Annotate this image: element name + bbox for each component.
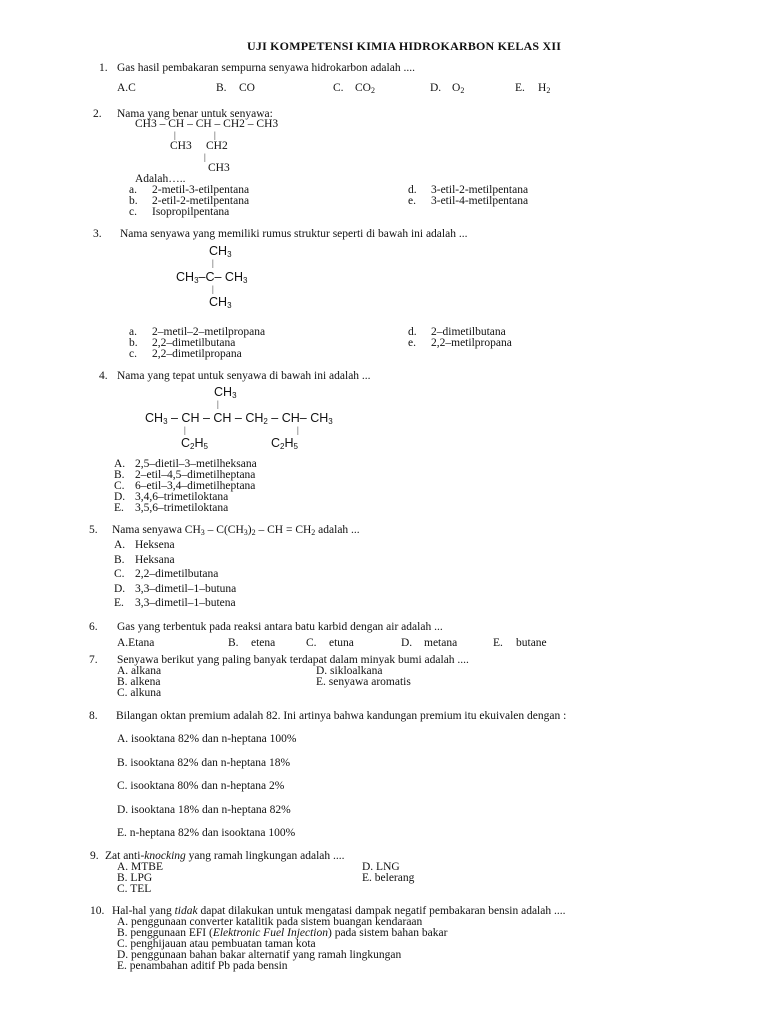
option-e: E. n-heptana 82% dan isooktana 100%	[117, 827, 296, 839]
formula-substituent: $CH_3$	[214, 385, 237, 400]
option-c: 2,2–dimetilpropana	[152, 348, 242, 360]
question-text: Gas hasil pembakaran sempurna senyawa hidrokarbon adalah ....	[117, 62, 415, 74]
option-a-letter: A.	[114, 539, 126, 551]
question-number: 8.	[89, 710, 98, 722]
option-e-letter: E.	[114, 502, 124, 514]
question-text: Senyawa berikut yang paling banyak terdapat dalam minyak bumi adalah ....	[117, 654, 469, 666]
option-d-letter: d.	[408, 184, 417, 196]
formula-bond: |	[212, 258, 214, 268]
option-b: 2,2–dimetilbutana	[152, 337, 236, 349]
option-c-letter: C.	[114, 480, 125, 492]
option-d-letter: D.	[114, 491, 126, 503]
question-number: 2.	[93, 108, 102, 120]
option-a: 2–metil–2–metilpropana	[152, 326, 266, 338]
question-number: 10.	[90, 905, 105, 917]
option-e: $H_2$	[538, 82, 551, 95]
option-d: 3,3–dimetil–1–butuna	[135, 583, 237, 595]
option-e: E. penambahan aditif Pb pada bensin	[117, 960, 288, 972]
option-c-letter: c.	[129, 206, 137, 218]
option-b-letter: b.	[129, 195, 138, 207]
question-text: Nama senyawa $CH_3 - C(CH_3)_2$ – CH = $CH_2$ adalah ...	[112, 524, 360, 537]
option-c: 6–etil–3,4–dimetilheptana	[135, 480, 256, 492]
option-b: etena	[251, 637, 276, 649]
option-c: Isopropilpentana	[152, 206, 230, 218]
formula-substituent: CH2	[206, 140, 228, 152]
question-number: 3.	[93, 228, 102, 240]
option-a-letter: A.	[114, 458, 126, 470]
option-e: E. senyawa aromatis	[316, 676, 411, 688]
option-d-letter: D.	[430, 82, 442, 94]
question-text-tail: Adalah…..	[135, 173, 186, 185]
option-d: D. sikloalkana	[316, 665, 383, 677]
option-a: A.Etana	[117, 637, 155, 649]
option-b: Heksana	[135, 554, 175, 566]
option-d: D. isooktana 18% dan n-heptana 82%	[117, 804, 291, 816]
option-c: C. penghijauan atau pembuatan taman kota	[117, 938, 316, 950]
formula-bond: |	[174, 130, 176, 140]
question-text: Zat anti-knocking yang ramah lingkungan adalah ....	[105, 850, 345, 862]
formula-bond: |	[217, 399, 219, 409]
option-a-letter: a.	[129, 184, 137, 196]
option-d: $O_2$	[452, 82, 465, 95]
option-b: B. LPG	[117, 872, 153, 884]
question-text: Nama yang benar untuk senyawa:	[117, 108, 273, 120]
option-c: $CO_2$	[355, 82, 375, 95]
question-text: Gas yang terbentuk pada reaksi antara batu karbid dengan air adalah ...	[117, 621, 443, 633]
option-e: 3-etil-4-metilpentana	[431, 195, 529, 207]
option-d: 3-etil-2-metilpentana	[431, 184, 529, 196]
option-d-letter: D.	[114, 583, 126, 595]
question-text: Bilangan oktan premium adalah 82. Ini artinya bahwa kandungan premium itu ekuivalen dengan :	[116, 710, 567, 722]
question-number: 1.	[99, 62, 108, 74]
option-b: 2-etil-2-metilpentana	[152, 195, 250, 207]
option-b: CO	[239, 82, 255, 94]
option-a: 2,5–dietil–3–metilheksana	[135, 458, 257, 470]
formula-main-chain: CH3 – CH – CH – CH2 – CH3	[135, 118, 279, 130]
option-d: metana	[424, 637, 458, 649]
formula-substituent: $C_2H_5$	[271, 436, 298, 451]
question-number: 6.	[89, 621, 98, 633]
option-e: 3,5,6–trimetiloktana	[135, 502, 229, 514]
option-e-letter: e.	[408, 195, 416, 207]
option-d: 3,4,6–trimetiloktana	[135, 491, 229, 503]
option-c-letter: C.	[306, 637, 317, 649]
option-d-letter: D.	[401, 637, 413, 649]
option-d: D. LNG	[362, 861, 400, 873]
option-b-letter: B.	[228, 637, 239, 649]
question-number: 7.	[89, 654, 98, 666]
option-c-letter: C.	[114, 568, 125, 580]
formula-substituent: $CH_3$	[209, 244, 232, 259]
option-e-letter: e.	[408, 337, 416, 349]
question-number: 4.	[99, 370, 108, 382]
formula-bond: |	[297, 425, 299, 435]
option-d-letter: d.	[408, 326, 417, 338]
formula-bond: |	[212, 284, 214, 294]
option-c-letter: c.	[129, 348, 137, 360]
option-c: C. isooktana 80% dan n-heptana 2%	[117, 780, 285, 792]
formula-bond: |	[184, 425, 186, 435]
formula-bond: |	[214, 130, 216, 140]
option-c: etuna	[329, 637, 354, 649]
option-b: B. isooktana 82% dan n-heptana 18%	[117, 757, 291, 769]
question-text: Nama senyawa yang memiliki rumus struktur seperti di bawah ini adalah ...	[120, 228, 468, 240]
option-b: 2–etil–4,5–dimetilheptana	[135, 469, 256, 481]
formula-bond: |	[204, 152, 206, 162]
formula-substituent: $C_2H_5$	[181, 436, 208, 451]
page-title: UJI KOMPETENSI KIMIA HIDROKARBON KELAS XII	[247, 39, 562, 53]
option-c: C. alkuna	[117, 687, 162, 699]
option-c-letter: C.	[333, 82, 344, 94]
option-a: Heksena	[135, 539, 175, 551]
option-e-letter: E.	[114, 597, 124, 609]
option-a: A.C	[117, 82, 136, 94]
formula-substituent: $CH_3$	[209, 295, 232, 310]
option-d: 2–dimetilbutana	[431, 326, 506, 338]
question-text: Nama yang tepat untuk senyawa di bawah ini adalah ...	[117, 370, 371, 382]
option-b: B. alkena	[117, 676, 161, 688]
option-e: 3,3–dimetil–1–butena	[135, 597, 236, 609]
option-c: C. TEL	[117, 883, 152, 895]
formula-main-chain: $CH_3$ – CH – CH – $CH_2 - CH-$ $CH_3$	[145, 411, 333, 426]
option-e-letter: E.	[493, 637, 503, 649]
option-a: A. isooktana 82% dan n-heptana 100%	[117, 733, 297, 745]
option-e: E. belerang	[362, 872, 415, 884]
option-d: D. penggunaan bahan bakar alternatif yang ramah lingkungan	[117, 949, 402, 961]
option-e: 2,2–metilpropana	[431, 337, 512, 349]
option-c: 2,2–dimetilbutana	[135, 568, 219, 580]
option-b-letter: B.	[114, 554, 125, 566]
option-e-letter: E.	[515, 82, 525, 94]
option-a: 2-metil-3-etilpentana	[152, 184, 250, 196]
question-number: 5.	[89, 524, 98, 536]
option-a: A. MTBE	[117, 861, 163, 873]
formula-main-chain: $CH_3-C-$ $CH_3$	[176, 270, 248, 285]
option-a-letter: a.	[129, 326, 137, 338]
option-b-letter: b.	[129, 337, 138, 349]
question-text: Hal-hal yang tidak dapat dilakukan untuk mengatasi dampak negatif pembakaran bensin adalah ....	[112, 905, 566, 917]
question-number: 9.	[90, 850, 99, 862]
formula-substituent: CH3	[208, 162, 230, 174]
option-b-letter: B.	[114, 469, 125, 481]
option-b: B. penggunaan EFI (Elektronic Fuel Injection) pada sistem bahan bakar	[117, 927, 448, 939]
option-e: butane	[516, 637, 547, 649]
option-b-letter: B.	[216, 82, 227, 94]
option-a: A. alkana	[117, 665, 162, 677]
option-a: A. penggunaan converter katalitik pada sistem buangan kendaraan	[117, 916, 423, 928]
formula-substituent: CH3	[170, 140, 192, 152]
